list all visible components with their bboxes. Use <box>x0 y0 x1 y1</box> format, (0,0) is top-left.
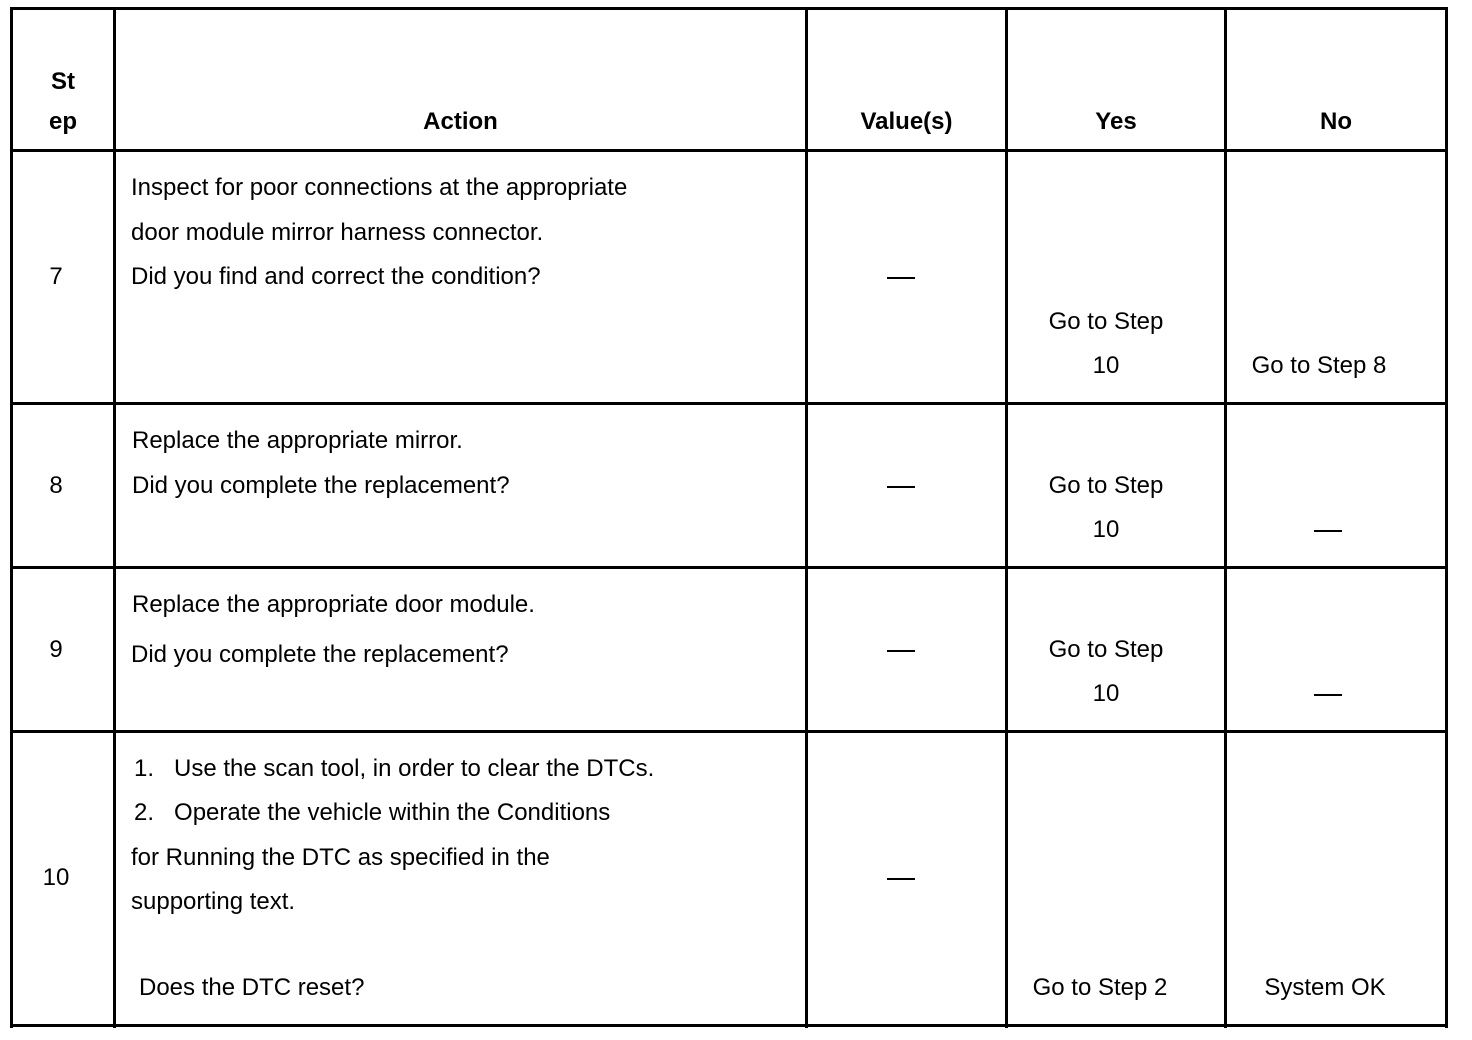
action-text-line: 1. Use the scan tool, in order to clear the DTCs. <box>134 755 655 782</box>
action-text-line: Replace the appropriate mirror. <box>132 427 463 454</box>
action-text-line: door module mirror harness connector. <box>131 219 544 246</box>
table-bottom-border <box>10 1024 1448 1027</box>
value-dash <box>887 650 915 652</box>
value-dash <box>887 878 915 880</box>
no-text: System OK <box>1264 974 1386 1001</box>
row-divider-9 <box>10 730 1448 733</box>
action-text-line: Inspect for poor connections at the appropriate <box>131 174 628 201</box>
action-text-line: Did you find and correct the condition? <box>131 263 541 290</box>
table-right-border <box>1445 8 1448 1028</box>
yes-text-line: Go to Step <box>1048 636 1164 663</box>
yes-text-line: 10 <box>1092 352 1120 379</box>
col-divider-step <box>113 8 116 1028</box>
header-action: Action <box>423 108 498 135</box>
yes-text-line: Go to Step <box>1048 308 1164 335</box>
header-divider <box>10 149 1448 152</box>
action-text-line: Did you complete the replacement? <box>131 641 509 668</box>
header-no: No <box>1320 108 1352 135</box>
row-divider-7 <box>10 402 1448 405</box>
action-text-line: for Running the DTC as specified in the <box>131 844 550 871</box>
col-divider-yes <box>1224 8 1227 1028</box>
header-step-line1: St <box>51 68 75 95</box>
no-dash <box>1314 694 1342 696</box>
header-yes: Yes <box>1095 108 1137 135</box>
header-step-line2: ep <box>48 108 77 135</box>
header-values: Value(s) <box>860 108 953 135</box>
yes-text-line: 10 <box>1092 680 1120 707</box>
no-text: Go to Step 8 <box>1251 352 1387 379</box>
action-text-line: Replace the appropriate door module. <box>132 591 535 618</box>
yes-text-line: 10 <box>1092 516 1120 543</box>
step-number: 9 <box>49 636 63 663</box>
table-top-border <box>10 7 1448 10</box>
yes-text-line: Go to Step 2 <box>1032 974 1168 1001</box>
action-text-line: 2. Operate the vehicle within the Conditions <box>134 799 611 826</box>
action-text-line: supporting text. <box>131 888 296 915</box>
col-divider-action <box>805 8 808 1028</box>
value-dash <box>887 486 915 488</box>
step-number: 8 <box>49 472 63 499</box>
value-dash <box>887 277 915 279</box>
action-text-line: Did you complete the replacement? <box>132 472 510 499</box>
action-text-line: Does the DTC reset? <box>139 974 365 1001</box>
step-number: 7 <box>49 263 63 290</box>
yes-text-line: Go to Step <box>1048 472 1164 499</box>
no-dash <box>1314 530 1342 532</box>
row-divider-8 <box>10 566 1448 569</box>
step-number: 10 <box>42 864 70 891</box>
